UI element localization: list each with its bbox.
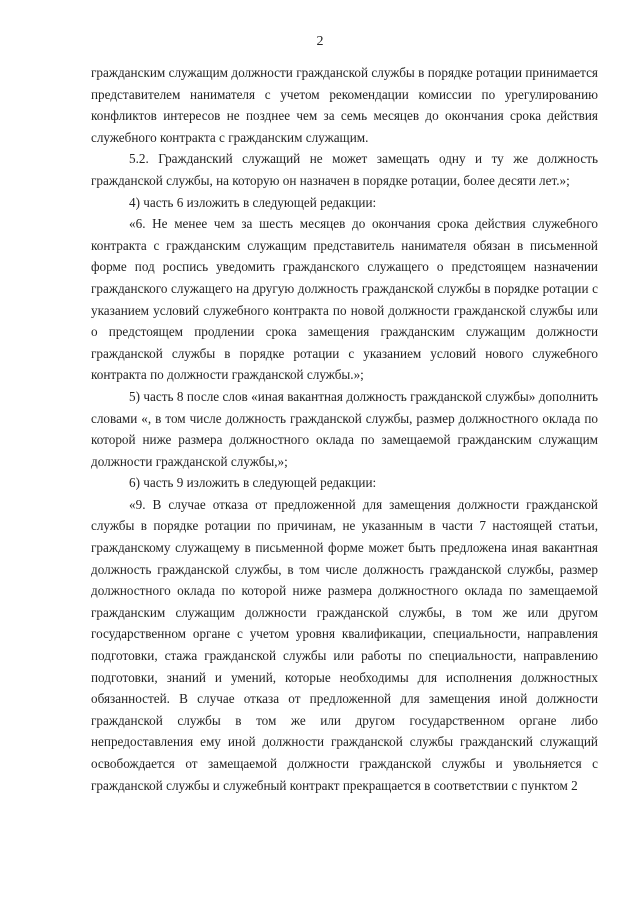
paragraph-5-2: 5.2. Гражданский служащий не может замещать одну и ту же должность гражданской службы, на которую он назначен в порядке ротации, более десяти лет.»; xyxy=(91,151,598,188)
page-number: 2 xyxy=(316,34,324,49)
paragraph-item-4: 4) часть 6 изложить в следующей редакции: xyxy=(129,194,377,210)
paragraph-item-6: 6) часть 9 изложить в следующей редакции: xyxy=(129,475,377,491)
paragraph-part-9-text: «9. В случае отказа от предложенной для замещения должности гражданской службы в порядке ротации по причинам, не указанным в части 7 настоящей статьи, гражданскому служащему в письменной форме может быть предложена иная вакантная должность гражданской службы, в том числе должность гражданской службы, размер должностного оклада по которой ниже размера должностного оклада по замещаемой гражданским служащим должности гражданской службы, в том же или другом государственном органе с учетом уровня квалификации, специальности, направления подготовки, стажа гражданской службы или работы по специальности, направлению подготовки, знаний и умений, которые необходимы для исполнения должностных обязанностей. В случае отказа от предложенной для замещения иной должности гражданской службы в том же или другом государственном органе либо непредоставления ему иной должности гражданской службы гражданский служащий освобождается от замещаемой должности гражданской службы и увольняется с гражданской службы и служебный контракт прекращается в соответствии с пунктом 2 xyxy=(91,496,598,793)
document-body xyxy=(91,62,598,796)
paragraph-item-5: 5) часть 8 после слов «иная вакантная должность гражданской службы» дополнить словами «, в том числе должность гражданской службы, размер должностного оклада по которой ниже размера должностного оклада по замещаемой гражданским служащим должности гражданской службы,»; xyxy=(91,388,598,469)
paragraph-part-6-text: «6. Не менее чем за шесть месяцев до окончания срока действия служебного контракта с гражданским служащим представитель нанимателя обязан в письменной форме под роспись уведомить гражданского служащего о предстоящем назначении гражданского служащего на другую должность гражданской службы в порядке ротации с указанием условий служебного контракта по новой должности гражданской службы или о предстоящем продлении срока замещения гражданским служащим должности гражданской службы в порядке ротации с указанием условий нового служебного контракта по должности гражданской службы.»; xyxy=(91,216,598,383)
paragraph-continuation: гражданским служащим должности гражданской службы в порядке ротации принимается представителем нанимателя с учетом рекомендации комиссии по урегулированию конфликтов интересов не позднее чем за семь месяцев до окончания срока действия служебного контракта с гражданским служащим. xyxy=(91,65,598,145)
